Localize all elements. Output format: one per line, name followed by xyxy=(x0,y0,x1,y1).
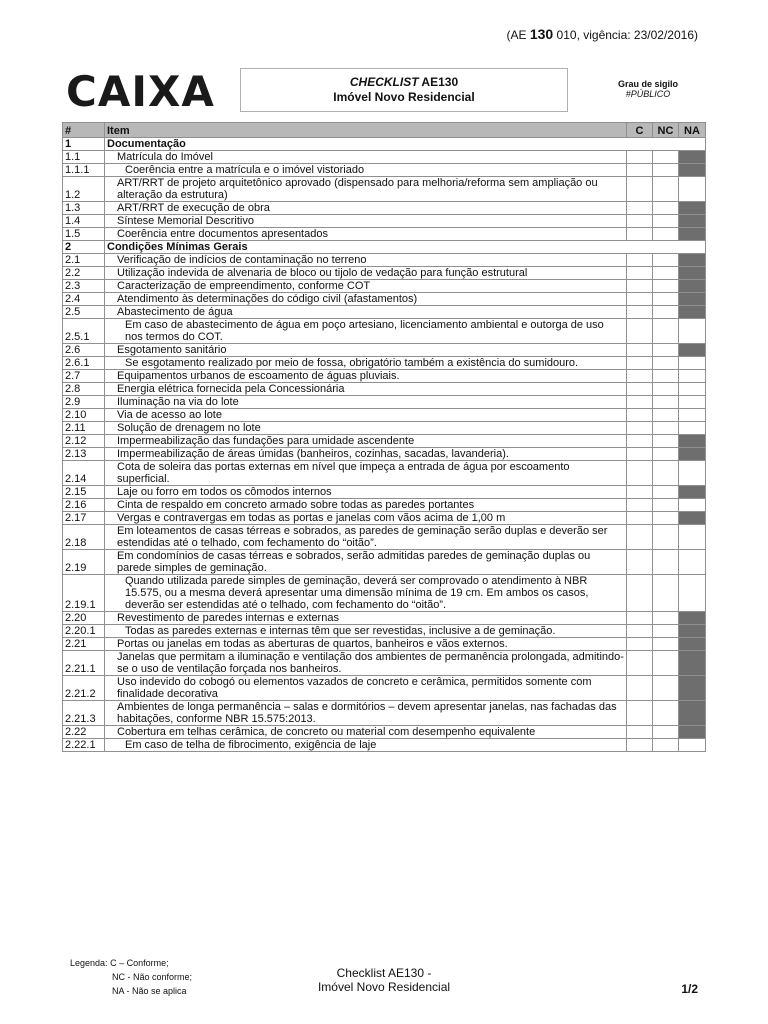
ae-prefix: (AE xyxy=(506,28,527,42)
ae-suffix: 010, vigência: 23/02/2016) xyxy=(556,28,698,42)
checkbox-cell-nc[interactable] xyxy=(653,370,679,383)
row-item-text: Uso indevido do cobogó ou elementos vazados de concreto e cerâmica, permitidos somente com finalidade decorativa xyxy=(105,676,627,701)
row-item-text: Equipamentos urbanos de escoamento de águas pluviais. xyxy=(105,370,627,383)
table-row xyxy=(63,486,706,499)
row-item-text: Ambientes de longa permanência – salas e dormitórios – devem apresentar janelas, nas fachadas das habitações, conforme NBR 15.575:2013. xyxy=(105,701,627,726)
checkbox-cell-nc[interactable] xyxy=(653,550,679,575)
row-item-text: Portas ou janelas em todas as aberturas de quartos, banheiros e vãos externos. xyxy=(105,638,627,651)
title-code: AE130 xyxy=(421,75,459,89)
row-number: 2.14 xyxy=(63,461,105,486)
checkbox-cell-na[interactable] xyxy=(679,267,706,280)
checkbox-cell-c[interactable] xyxy=(627,676,653,701)
checkbox-cell-c[interactable] xyxy=(627,701,653,726)
table-row xyxy=(63,651,706,676)
row-item-text: Janelas que permitam a iluminação e ventilação dos ambientes de permanência prolongada, admitindo-se o uso de ventilação forçada nos banheiros. xyxy=(105,651,627,676)
checkbox-cell-c[interactable] xyxy=(627,344,653,357)
checkbox-cell-c[interactable] xyxy=(627,370,653,383)
row-number: 2.12 xyxy=(63,435,105,448)
caixa-logo: CAIXA xyxy=(66,67,215,116)
row-number: 2.11 xyxy=(63,422,105,435)
checkbox-cell-nc[interactable] xyxy=(653,396,679,409)
checkbox-cell-c[interactable] xyxy=(627,448,653,461)
row-item-text: ART/RRT de projeto arquitetônico aprovado (dispensado para melhoria/reforma sem ampliação ou alteração da estrutura) xyxy=(105,177,627,202)
table-row xyxy=(63,625,706,638)
row-item-text: Em loteamentos de casas térreas e sobrados, as paredes de geminação serão duplas e deverão ser estendidas até o telhado, com fechamento do “oitão”. xyxy=(105,525,627,550)
section-title: Documentação xyxy=(105,138,706,151)
checkbox-cell-nc[interactable] xyxy=(653,293,679,306)
col-header-number: # xyxy=(63,123,105,138)
checkbox-cell-c[interactable] xyxy=(627,625,653,638)
table-row xyxy=(63,344,706,357)
checkbox-cell-na[interactable] xyxy=(679,280,706,293)
row-item-text: Esgotamento sanitário xyxy=(105,344,627,357)
row-number: 2.19 xyxy=(63,550,105,575)
confidentiality-value: #PÚBLICO xyxy=(625,89,671,99)
checkbox-cell-c[interactable] xyxy=(627,435,653,448)
row-item-text: Cota de soleira das portas externas em nível que impeça a entrada de água por escoamento superficial. xyxy=(105,461,627,486)
table-row xyxy=(63,409,706,422)
table-row xyxy=(63,370,706,383)
checkbox-cell-na[interactable] xyxy=(679,215,706,228)
checkbox-cell-na[interactable] xyxy=(679,638,706,651)
row-number: 1 xyxy=(63,138,105,151)
row-item-text: Matrícula do Imóvel xyxy=(105,151,627,164)
section-row xyxy=(63,241,706,254)
row-number: 1.2 xyxy=(63,177,105,202)
checklist-body xyxy=(63,138,706,752)
table-row xyxy=(63,254,706,267)
checkbox-cell-c[interactable] xyxy=(627,726,653,739)
checkbox-cell-c[interactable] xyxy=(627,215,653,228)
checkbox-cell-c[interactable] xyxy=(627,512,653,525)
checkbox-cell-na[interactable] xyxy=(679,435,706,448)
table-row xyxy=(63,202,706,215)
table-row xyxy=(63,575,706,612)
row-item-text: Iluminação na via do lote xyxy=(105,396,627,409)
row-number: 2.21.2 xyxy=(63,676,105,701)
checkbox-cell-c[interactable] xyxy=(627,177,653,202)
row-number: 2.9 xyxy=(63,396,105,409)
checkbox-cell-na[interactable] xyxy=(679,726,706,739)
checkbox-cell-nc[interactable] xyxy=(653,164,679,177)
checkbox-cell-na[interactable] xyxy=(679,486,706,499)
row-item-text: Abastecimento de água xyxy=(105,306,627,319)
section-title: Condições Mínimas Gerais xyxy=(105,241,706,254)
row-number: 2.21.3 xyxy=(63,701,105,726)
row-item-text: Atendimento às determinações do código civil (afastamentos) xyxy=(105,293,627,306)
row-item-text: Em caso de abastecimento de água em poço artesiano, licenciamento ambiental e outorga de uso nos termos do COT. xyxy=(105,319,627,344)
table-row xyxy=(63,306,706,319)
legend-item: NC - Não conforme; xyxy=(112,972,193,982)
table-row xyxy=(63,525,706,550)
row-number: 1.4 xyxy=(63,215,105,228)
checkbox-cell-nc[interactable] xyxy=(653,267,679,280)
row-number: 1.3 xyxy=(63,202,105,215)
checkbox-cell-c[interactable] xyxy=(627,409,653,422)
checkbox-cell-na[interactable] xyxy=(679,461,706,486)
checkbox-cell-na[interactable] xyxy=(679,422,706,435)
table-row xyxy=(63,293,706,306)
row-item-text: Revestimento de paredes internas e externas xyxy=(105,612,627,625)
checkbox-cell-na[interactable] xyxy=(679,575,706,612)
row-number: 2.4 xyxy=(63,293,105,306)
col-header-na: NA xyxy=(679,123,706,138)
checkbox-cell-na[interactable] xyxy=(679,306,706,319)
checkbox-cell-nc[interactable] xyxy=(653,409,679,422)
table-row xyxy=(63,512,706,525)
table-row xyxy=(63,357,706,370)
checkbox-cell-na[interactable] xyxy=(679,228,706,241)
table-row xyxy=(63,676,706,701)
legend-title: Legenda: xyxy=(70,958,108,968)
table-row xyxy=(63,177,706,202)
row-item-text: Laje ou forro em todos os cômodos internos xyxy=(105,486,627,499)
checkbox-cell-nc[interactable] xyxy=(653,461,679,486)
checkbox-cell-c[interactable] xyxy=(627,267,653,280)
checkbox-cell-na[interactable] xyxy=(679,383,706,396)
table-row xyxy=(63,151,706,164)
checkbox-cell-nc[interactable] xyxy=(653,177,679,202)
row-item-text: Utilização indevida de alvenaria de bloco ou tijolo de vedação para função estrutural xyxy=(105,267,627,280)
checkbox-cell-c[interactable] xyxy=(627,638,653,651)
row-number: 2.6 xyxy=(63,344,105,357)
row-number: 1.1 xyxy=(63,151,105,164)
table-row xyxy=(63,422,706,435)
checkbox-cell-na[interactable] xyxy=(679,164,706,177)
checkbox-cell-c[interactable] xyxy=(627,422,653,435)
checkbox-cell-c[interactable] xyxy=(627,306,653,319)
checkbox-cell-na[interactable] xyxy=(679,396,706,409)
row-number: 2.18 xyxy=(63,525,105,550)
checkbox-cell-nc[interactable] xyxy=(653,499,679,512)
table-row xyxy=(63,638,706,651)
checkbox-cell-nc[interactable] xyxy=(653,357,679,370)
document-reference xyxy=(506,26,698,42)
checkbox-cell-c[interactable] xyxy=(627,499,653,512)
checkbox-cell-nc[interactable] xyxy=(653,202,679,215)
checkbox-cell-c[interactable] xyxy=(627,293,653,306)
legend-item: NA - Não se aplica xyxy=(112,986,187,996)
checkbox-cell-c[interactable] xyxy=(627,739,653,752)
checkbox-cell-c[interactable] xyxy=(627,280,653,293)
checkbox-cell-c[interactable] xyxy=(627,550,653,575)
row-number: 2.17 xyxy=(63,512,105,525)
checkbox-cell-nc[interactable] xyxy=(653,651,679,676)
row-item-text: Caracterização de empreendimento, conforme COT xyxy=(105,280,627,293)
checkbox-cell-c[interactable] xyxy=(627,202,653,215)
checkbox-cell-na[interactable] xyxy=(679,357,706,370)
checkbox-cell-c[interactable] xyxy=(627,228,653,241)
checkbox-cell-nc[interactable] xyxy=(653,448,679,461)
table-row xyxy=(63,396,706,409)
checkbox-cell-c[interactable] xyxy=(627,486,653,499)
row-item-text: Via de acesso ao lote xyxy=(105,409,627,422)
checkbox-cell-c[interactable] xyxy=(627,319,653,344)
checkbox-cell-na[interactable] xyxy=(679,319,706,344)
page-subtitle: Imóvel Novo Residencial xyxy=(333,90,475,104)
checkbox-cell-nc[interactable] xyxy=(653,151,679,164)
checkbox-cell-nc[interactable] xyxy=(653,215,679,228)
checkbox-cell-nc[interactable] xyxy=(653,676,679,701)
row-number: 1.5 xyxy=(63,228,105,241)
checkbox-cell-nc[interactable] xyxy=(653,306,679,319)
table-row xyxy=(63,215,706,228)
checkbox-cell-na[interactable] xyxy=(679,550,706,575)
checkbox-cell-c[interactable] xyxy=(627,151,653,164)
title-line xyxy=(241,75,567,89)
row-number: 1.1.1 xyxy=(63,164,105,177)
confidentiality-box xyxy=(598,79,698,99)
checkbox-cell-nc[interactable] xyxy=(653,525,679,550)
row-item-text: Impermeabilização de áreas úmidas (banheiros, cozinhas, sacadas, lavanderia). xyxy=(105,448,627,461)
table-row xyxy=(63,164,706,177)
table-row xyxy=(63,383,706,396)
checkbox-cell-nc[interactable] xyxy=(653,422,679,435)
row-number: 2.22 xyxy=(63,726,105,739)
row-item-text: Energia elétrica fornecida pela Concessionária xyxy=(105,383,627,396)
page-number: 1/2 xyxy=(681,982,698,996)
row-number: 2.8 xyxy=(63,383,105,396)
checkbox-cell-c[interactable] xyxy=(627,575,653,612)
checkbox-cell-nc[interactable] xyxy=(653,383,679,396)
checkbox-cell-na[interactable] xyxy=(679,512,706,525)
table-row xyxy=(63,448,706,461)
col-header-c: C xyxy=(627,123,653,138)
table-row xyxy=(63,701,706,726)
checkbox-cell-nc[interactable] xyxy=(653,726,679,739)
row-item-text: Todas as paredes externas e internas têm que ser revestidas, inclusive a de geminação. xyxy=(105,625,627,638)
checkbox-cell-nc[interactable] xyxy=(653,512,679,525)
ae-number: 130 xyxy=(529,26,554,42)
table-row xyxy=(63,612,706,625)
checkbox-cell-na[interactable] xyxy=(679,612,706,625)
section-row xyxy=(63,138,706,151)
checkbox-cell-na[interactable] xyxy=(679,151,706,164)
row-item-text: Síntese Memorial Descritivo xyxy=(105,215,627,228)
row-number: 2.16 xyxy=(63,499,105,512)
row-number: 2.21 xyxy=(63,638,105,651)
row-item-text: Em caso de telha de fibrocimento, exigência de laje xyxy=(105,739,627,752)
col-header-item: Item xyxy=(105,123,627,138)
checkbox-cell-c[interactable] xyxy=(627,396,653,409)
row-number: 2.22.1 xyxy=(63,739,105,752)
checkbox-cell-nc[interactable] xyxy=(653,739,679,752)
checkbox-cell-na[interactable] xyxy=(679,293,706,306)
col-header-nc: NC xyxy=(653,123,679,138)
checkbox-cell-nc[interactable] xyxy=(653,625,679,638)
checkbox-cell-na[interactable] xyxy=(679,525,706,550)
checkbox-cell-nc[interactable] xyxy=(653,435,679,448)
table-row xyxy=(63,280,706,293)
checkbox-cell-na[interactable] xyxy=(679,625,706,638)
checkbox-cell-nc[interactable] xyxy=(653,638,679,651)
row-number: 2.15 xyxy=(63,486,105,499)
row-item-text: Se esgotamento realizado por meio de fossa, obrigatório também a existência do sumidouro. xyxy=(105,357,627,370)
checkbox-cell-na[interactable] xyxy=(679,202,706,215)
checkbox-cell-na[interactable] xyxy=(679,701,706,726)
footer-title-line1: Checklist AE130 - xyxy=(336,966,432,980)
table-row xyxy=(63,726,706,739)
row-number: 2.5.1 xyxy=(63,319,105,344)
row-item-text: Cinta de respaldo em concreto armado sobre todas as paredes portantes xyxy=(105,499,627,512)
checkbox-cell-na[interactable] xyxy=(679,177,706,202)
checkbox-cell-na[interactable] xyxy=(679,739,706,752)
row-number: 2.6.1 xyxy=(63,357,105,370)
checkbox-cell-na[interactable] xyxy=(679,344,706,357)
row-item-text: Vergas e contravergas em todas as portas e janelas com vãos acima de 1,00 m xyxy=(105,512,627,525)
checkbox-cell-c[interactable] xyxy=(627,612,653,625)
checkbox-cell-nc[interactable] xyxy=(653,575,679,612)
row-number: 2.21.1 xyxy=(63,651,105,676)
row-number: 2.1 xyxy=(63,254,105,267)
row-item-text: Quando utilizada parede simples de geminação, deverá ser comprovado o atendimento à NBR 15.575, ou a mesma deverá apresentar uma dimensão mínima de 19 cm. Em ambos os casos, deverão ser estendidas até o telhado, com fechamento do “oitão”. xyxy=(105,575,627,612)
table-row xyxy=(63,319,706,344)
footer-title xyxy=(0,966,768,994)
table-row xyxy=(63,499,706,512)
checkbox-cell-nc[interactable] xyxy=(653,228,679,241)
row-item-text: Verificação de indícios de contaminação no terreno xyxy=(105,254,627,267)
checkbox-cell-nc[interactable] xyxy=(653,486,679,499)
table-row xyxy=(63,461,706,486)
row-number: 2.2 xyxy=(63,267,105,280)
table-row xyxy=(63,550,706,575)
row-item-text: Coerência entre a matrícula e o imóvel vistoriado xyxy=(105,164,627,177)
table-row xyxy=(63,267,706,280)
checkbox-cell-c[interactable] xyxy=(627,164,653,177)
checkbox-cell-na[interactable] xyxy=(679,370,706,383)
row-number: 2.3 xyxy=(63,280,105,293)
table-row xyxy=(63,739,706,752)
row-item-text: Cobertura em telhas cerâmica, de concreto ou material com desempenho equivalente xyxy=(105,726,627,739)
checkbox-cell-na[interactable] xyxy=(679,651,706,676)
table-header-row xyxy=(63,123,706,138)
legend-item: C – Conforme; xyxy=(110,958,169,968)
row-number: 2 xyxy=(63,241,105,254)
checkbox-cell-na[interactable] xyxy=(679,676,706,701)
checkbox-cell-na[interactable] xyxy=(679,448,706,461)
checkbox-cell-nc[interactable] xyxy=(653,319,679,344)
row-number: 2.7 xyxy=(63,370,105,383)
checkbox-cell-c[interactable] xyxy=(627,254,653,267)
checkbox-cell-nc[interactable] xyxy=(653,344,679,357)
checkbox-cell-c[interactable] xyxy=(627,461,653,486)
checkbox-cell-c[interactable] xyxy=(627,651,653,676)
row-number: 2.20.1 xyxy=(63,625,105,638)
footer-title-line2: Imóvel Novo Residencial xyxy=(317,980,451,994)
checkbox-cell-c[interactable] xyxy=(627,383,653,396)
row-number: 2.19.1 xyxy=(63,575,105,612)
row-item-text: Solução de drenagem no lote xyxy=(105,422,627,435)
row-number: 2.20 xyxy=(63,612,105,625)
checkbox-cell-na[interactable] xyxy=(679,409,706,422)
title-italic: CHECKLIST xyxy=(349,75,419,89)
checkbox-cell-na[interactable] xyxy=(679,499,706,512)
confidentiality-label: Grau de sigilo xyxy=(617,79,678,89)
checkbox-cell-nc[interactable] xyxy=(653,701,679,726)
row-item-text: Em condomínios de casas térreas e sobrados, serão admitidas paredes de geminação duplas ou parede simples de geminação. xyxy=(105,550,627,575)
table-row xyxy=(63,435,706,448)
checklist-table xyxy=(62,122,706,752)
checkbox-cell-nc[interactable] xyxy=(653,280,679,293)
row-number: 2.5 xyxy=(63,306,105,319)
title-box xyxy=(240,68,568,112)
checkbox-cell-nc[interactable] xyxy=(653,254,679,267)
table-row xyxy=(63,228,706,241)
row-item-text: Coerência entre documentos apresentados xyxy=(105,228,627,241)
checkbox-cell-nc[interactable] xyxy=(653,612,679,625)
checkbox-cell-c[interactable] xyxy=(627,525,653,550)
row-item-text: ART/RRT de execução de obra xyxy=(105,202,627,215)
row-number: 2.13 xyxy=(63,448,105,461)
checkbox-cell-c[interactable] xyxy=(627,357,653,370)
checkbox-cell-na[interactable] xyxy=(679,254,706,267)
row-item-text: Impermeabilização das fundações para umidade ascendente xyxy=(105,435,627,448)
row-number: 2.10 xyxy=(63,409,105,422)
